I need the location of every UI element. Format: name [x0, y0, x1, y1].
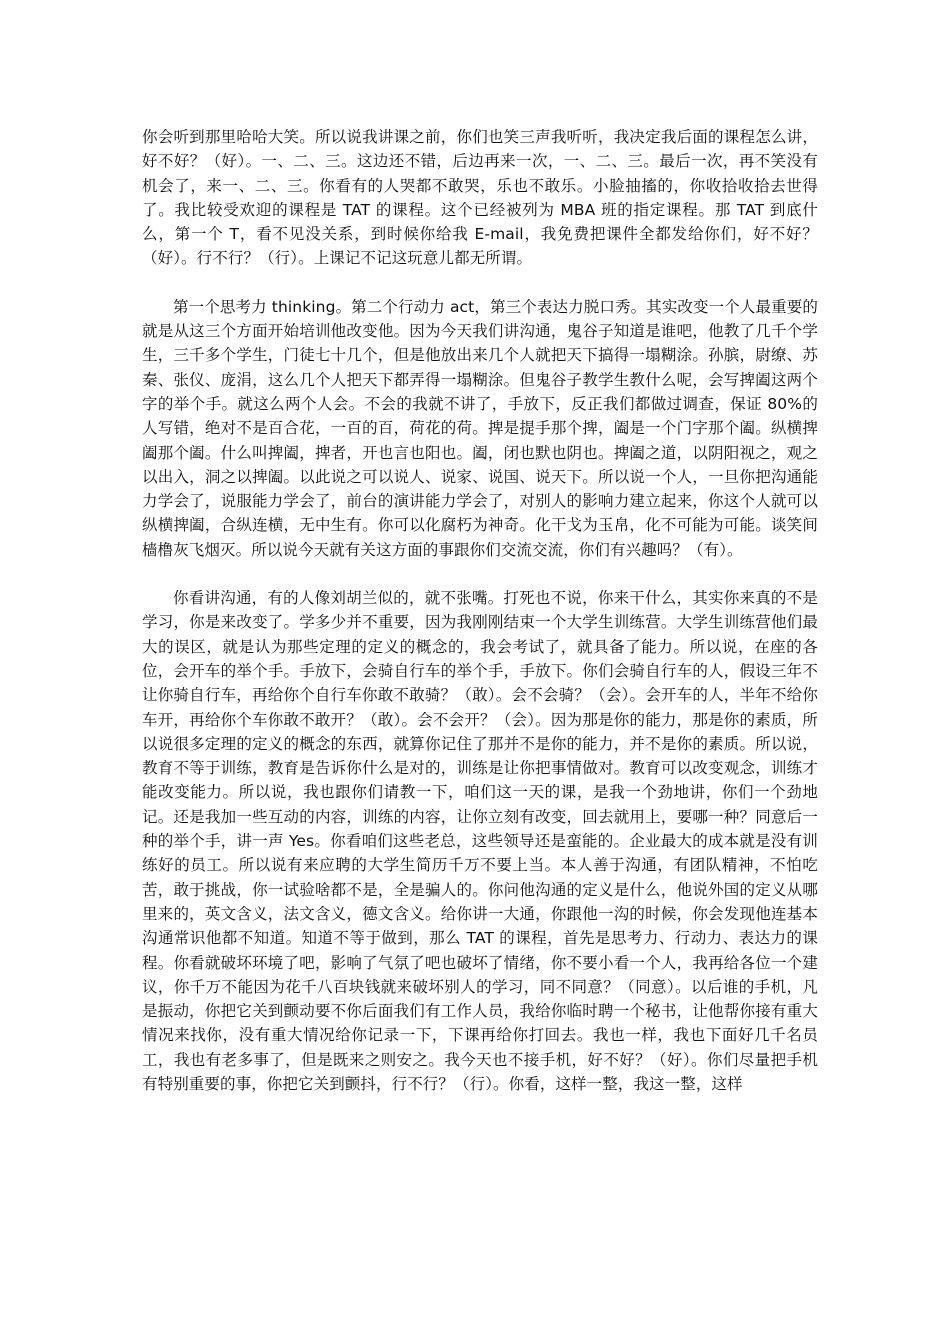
paragraph-1: 你会听到那里哈哈大笑。所以说我讲课之前，你们也笑三声我听听，我决定我后面的课程怎么讲，好不好？（好）。一、二、三。这边还不错，后边再来一次，一、二、三。最后一次，再不笑没有机会了，来一、二、三。你看有的人哭都不敢哭，乐也不敢乐。小脸抽搐的，你收拾收拾去世得了。我比较受欢迎的课程是 TAT 的课程。这个已经被列为 MBA 班的指定课程。那 TAT 到底什么，第一个 T，看不见没关系，到时候你给我 E-mail，我免费把课件全都发给你们，好不好？（好）。行不行？（行）。上课记不记这玩意儿都无所谓。	[142, 128, 818, 268]
paragraph-2: 第一个思考力 thinking。第二个行动力 act，第三个表达力脱口秀。其实改变一个人最重要的就是从这三个方面开始培训他改变他。因为今天我们讲沟通，鬼谷子知道是谁吧，他教了几千个学生，三千多个学生，门徒七十几个，但是他放出来几个人就把天下搞得一塌糊涂。孙膑，尉缭、苏秦、张仪、庞涓，这么几个人把天下都弄得一塌糊涂。但鬼谷子教学生教什么呢，会写捭阖这两个字的举个手。就这么两个人会。不会的我就不讲了，手放下，反正我们都做过调查，保证 80%的人写错，绝对不是百合花，一百的百，荷花的荷。捭是提手那个捭，阖是一个门字那个阖。纵横捭阖那个阖。什么叫捭阖，捭者，开也言也阳也。阖，闭也默也阴也。捭阖之道，以阴阳视之，观之以出入，洞之以捭阖。以此说之可以说人、说家、说国、说天下。所以说一个人，一旦你把沟通能力学会了，说服能力学会了，前台的演讲能力学会了，对别人的影响力建立起来，你这个人就可以纵横捭阖，合纵连横，无中生有。你可以化腐朽为神奇。化干戈为玉帛，化不可能为可能。谈笑间樯橹灰飞烟灭。所以说今天就有关这方面的事跟你们交流交流，你们有兴趣吗？（有）。	[142, 297, 818, 559]
document-page	[142, 125, 818, 1096]
paragraph-3: 你看讲沟通，有的人像刘胡兰似的，就不张嘴。打死也不说，你来干什么，其实你来真的不是学习，你是来改变了。学多少并不重要，因为我刚刚结束一个大学生训练营。大学生训练营他们最大的误区，就是认为那些定理的定义的概念的，我会考试了，就具备了能力。所以说，在座的各位，会开车的举个手。手放下，会骑自行车的举个手，手放下。你们会骑自行车的人，假设三年不让你骑自行车，再给你个自行车你敢不敢骑？（敢）。会不会骑？（会）。会开车的人，半年不给你车开，再给你个车你敢不敢开？（敢）。会不会开？（会）。因为那是你的能力，那是你的素质，所以说很多定理的定义的概念的东西，就算你记住了那并不是你的能力，并不是你的素质。所以说，教育不等于训练，教育是告诉你什么是对的，训练是让你把事情做对。教育可以改变观念，训练才能改变能力。所以说，我也跟你们请教一下，咱们这一天的课，是我一个劲地讲，你们一个劲地记。还是我加一些互动的内容，训练的内容，让你立刻有改变，回去就用上，要哪一种？同意后一种的举个手，讲一声 Yes。你看咱们这些老总，这些领导还是蛮能的。企业最大的成本就是没有训练好的员工。所以说有来应聘的大学生简历千万不要上当。本人善于沟通，有团队精神，不怕吃苦，敢于挑战，你一试验啥都不是，全是骗人的。你问他沟通的定义是什么，他说外国的定义从哪里来的，英文含义，法文含义，德文含义。给你讲一大通，你跟他一沟的时候，你会发现他连基本沟通常识他都不知道。知道不等于做到，那么 TAT 的课程，首先是思考力、行动力、表达力的课程。你看就破坏环境了吧，影响了气氛了吧也破坏了情绪，你不要小看一个人，我再给各位一个建议，你千万不能因为花千八百块钱就来破坏别人的学习，同不同意？（同意）。以后谁的手机，凡是振动，你把它关到颤动要不你后面我们有工作人员，我给你临时聘一个秘书，让他帮你接有重大情况来找你，没有重大情况给你记录一下，下课再给你打回去。我也一样，我也下面好几千名员工，我也有老多事了，但是既来之则安之。我今天也不接手机，好不好？（好）。你们尽量把手机有特别重要的事，你把它关到颤抖，行不行？（行）。你看，这样一整，我这一整，这样	[142, 589, 818, 1093]
